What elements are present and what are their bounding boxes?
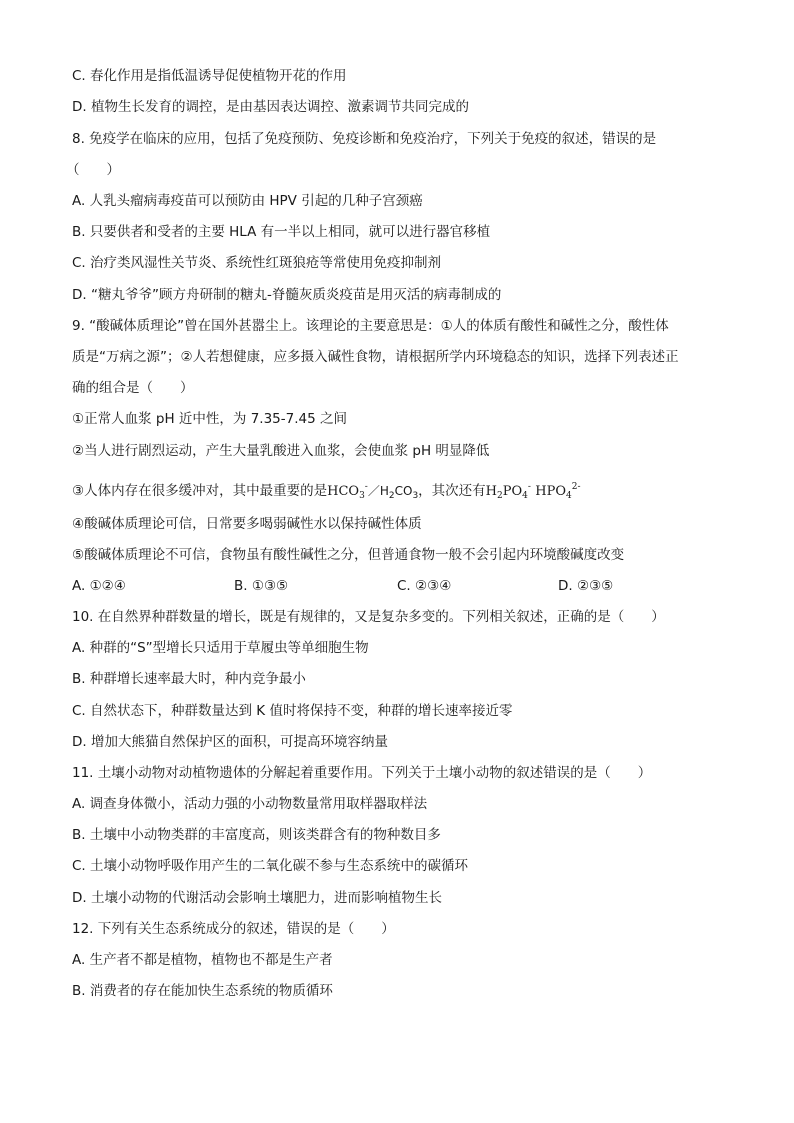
q12-option-b: B. 消费者的存在能加快生态系统的物质循环 (72, 983, 333, 999)
q11-option-c: C. 土壤小动物呼吸作用产生的二氧化碳不参与生态系统中的碳循环 (72, 858, 469, 874)
q9-option-c: C. ②③④ (397, 578, 452, 594)
q9-statement-4: ④酸碱体质理论可信，日常要多喝弱碱性水以保持碱性体质 (72, 516, 422, 532)
q11-stem: 11. 土壤小动物对动植物遗体的分解起着重要作用。下列关于土壤小动物的叙述错误的是（ ） (72, 765, 652, 781)
q8-option-c: C. 治疗类风湿性关节炎、系统性红斑狼疮等常使用免疫抑制剂 (72, 255, 442, 271)
dihydrogen-phosphate-formula: $H_2PO_4^-$ (485, 482, 531, 501)
q8-option-d: D. “糖丸爷爷”顾方舟研制的糖丸-脊髓灰质炎疫苗是用灭活的病毒制成的 (72, 287, 502, 303)
q10-stem: 10. 在自然界种群数量的增长，既是有规律的，又是复杂多变的。下列相关叙述，正确的是（ ） (72, 609, 665, 625)
q10-option-b: B. 种群增长速率最大时，种内竞争最小 (72, 671, 306, 687)
hydrogen-phosphate-formula: $HPO_4^{2-}$ (535, 482, 581, 501)
q9-option-b: B. ①③⑤ (234, 578, 289, 594)
q9-statement-3 (72, 477, 732, 506)
q9-statement-3-mid: ，其次还有 (418, 483, 486, 499)
q10-option-c: C. 自然状态下，种群数量达到 K 值时将保持不变，种群的增长速率接近零 (72, 703, 513, 719)
q9-statement-1: ①正常人血浆 pH 近中性，为 7.35-7.45 之间 (72, 411, 347, 427)
q9-option-a: A. ①②④ (72, 578, 126, 594)
q12-stem: 12. 下列有关生态系统成分的叙述，错误的是（ ） (72, 921, 395, 937)
q7-option-c: C. 春化作用是指低温诱导促使植物开花的作用 (72, 68, 347, 84)
q10-option-d: D. 增加大熊猫自然保护区的面积，可提高环境容纳量 (72, 734, 388, 750)
q11-option-d: D. 土壤小动物的代谢活动会影响土壤肥力，进而影响植物生长 (72, 890, 442, 906)
q9-stem-line-1: 9. “酸碱体质理论”曾在国外甚嚣尘上。该理论的主要意思是：①人的体质有酸性和碱性之分，酸性体 (72, 318, 669, 334)
q8-answer-paren: （ ） (66, 162, 120, 178)
q10-option-a: A. 种群的“S”型增长只适用于草履虫等单细胞生物 (72, 640, 369, 656)
q8-option-b: B. 只要供者和受者的主要 HLA 有一半以上相同，就可以进行器官移植 (72, 224, 491, 240)
q9-stem-line-3: 确的组合是（ ） (72, 380, 194, 396)
q9-option-d: D. ②③⑤ (558, 578, 614, 594)
q12-option-a: A. 生产者不都是植物，植物也不都是生产者 (72, 952, 333, 968)
q9-statement-2: ②当人进行剧烈运动，产生大量乳酸进入血浆，会使血浆 pH 明显降低 (72, 443, 490, 459)
q8-option-a: A. 人乳头瘤病毒疫苗可以预防由 HPV 引起的几种子宫颈癌 (72, 193, 423, 209)
q9-statement-5: ⑤酸碱体质理论不可信，食物虽有酸性碱性之分，但普通食物一般不会引起内环境酸碱度改变 (72, 547, 625, 563)
q8-stem: 8. 免疫学在临床的应用，包括了免疫预防、免疫诊断和免疫治疗，下列关于免疫的叙述，错误的是 (72, 131, 657, 147)
carbonic-acid-formula: $/H_2CO_3$ (367, 484, 419, 501)
bicarbonate-formula: $HCO_3^-$ (327, 482, 368, 501)
q11-option-a: A. 调查身体微小，活动力强的小动物数量常用取样器取样法 (72, 796, 428, 812)
q9-stem-line-2: 质是“万病之源”；②人若想健康，应多摄入碱性食物，请根据所学内环境稳态的知识，选择下列表述正 (72, 349, 679, 365)
q11-option-b: B. 土壤中小动物类群的丰富度高，则该类群含有的物种数目多 (72, 827, 441, 843)
q9-statement-3-text: ③人体内存在很多缓冲对，其中最重要的是 (72, 483, 328, 499)
q7-option-d: D. 植物生长发育的调控，是由基因表达调控、激素调节共同完成的 (72, 99, 469, 115)
